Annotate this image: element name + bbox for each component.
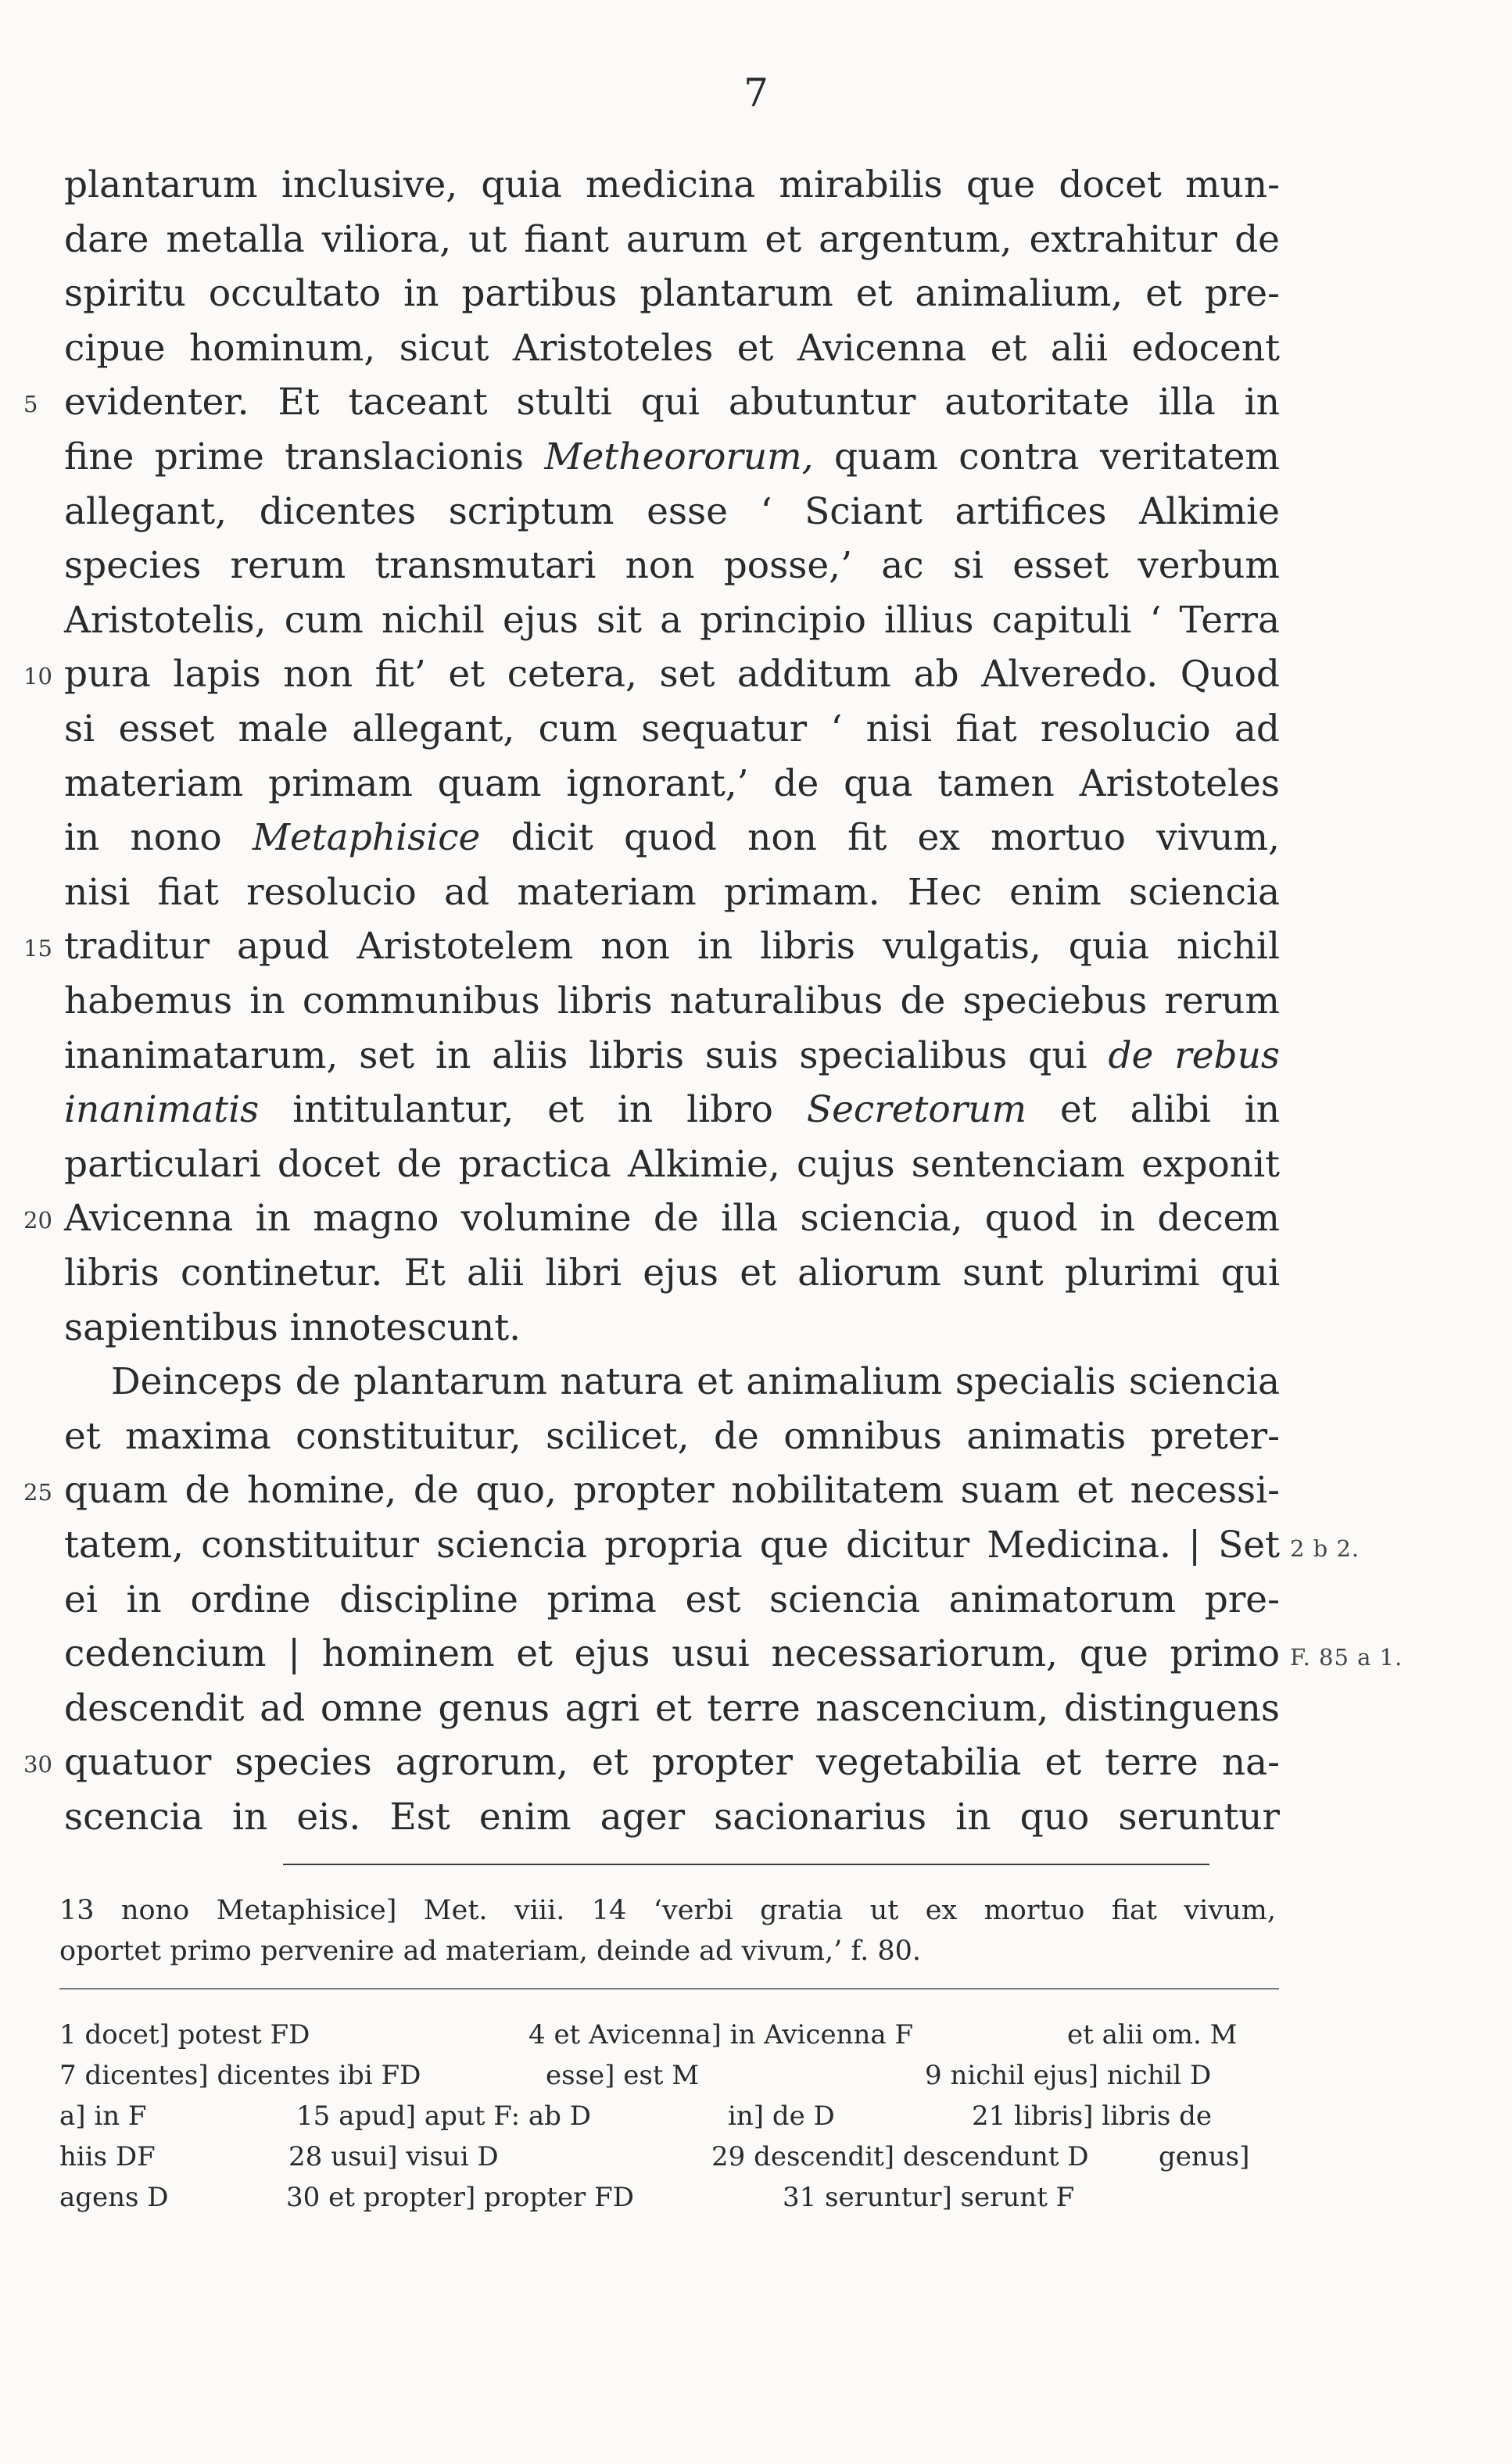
line-number: 5: [23, 391, 38, 418]
line-text: quam de homine, de quo, propter nobilitatem suam et necessi-: [64, 1469, 1280, 1513]
variant-row: [59, 2177, 1276, 2218]
body-line: [64, 1085, 1280, 1135]
line-text: cipue hominum, sicut Aristoteles et Avicenna et alii edocent: [64, 326, 1280, 370]
line-text: particulari docet de practica Alkimie, cujus sentenciam exponit: [64, 1142, 1280, 1186]
line-text: plantarum inclusive, quia medicina mirabilis que docet mun-: [64, 163, 1280, 206]
line-text: Deinceps de plantarum natura et animalium specialis sciencia: [111, 1360, 1280, 1404]
variant-row: [59, 2136, 1276, 2177]
body-line: [64, 1140, 1280, 1190]
line-text: tatem, constituitur sciencia propria que dicitur Medicina. | Set: [64, 1524, 1280, 1567]
footnote-line: oportet primo pervenire ad materiam, deinde ad vivum,’ f. 80.: [59, 1936, 922, 1967]
body-line: [23, 922, 1280, 972]
body-line: [64, 541, 1280, 591]
body-line: [64, 432, 1280, 482]
variant-entry: 9 nichil ejus] nichil D: [925, 2060, 1212, 2091]
variant-entry: 1 docet] potest FD: [59, 2019, 310, 2050]
line-text: traditur apud Aristotelem non in libris vulgatis, quia nichil: [64, 925, 1280, 969]
line-text: quam contra veritatem: [813, 435, 1280, 478]
line-text: scencia in eis. Est enim ager sacionarius in quo seruntur: [64, 1796, 1280, 1839]
variant-row: [59, 2055, 1276, 2096]
line-text: descendit ad omne genus agri et terre nascencium, distinguens: [64, 1686, 1280, 1730]
line-text: materiam primam quam ignorant,’ de qua tamen Aristoteles: [64, 761, 1280, 805]
folio-marginal-note: F. 85 a 1.: [1290, 1644, 1403, 1671]
body-line: [64, 813, 1280, 863]
line-text: evidenter. Et taceant stulti qui abutuntur autoritate illa in: [64, 381, 1280, 424]
italic-title: Secretorum: [806, 1088, 1027, 1132]
body-line: [64, 1031, 1280, 1081]
variant-entry: 4 et Avicenna] in Avicenna F: [528, 2019, 914, 2050]
variant-entry: 15 apud] aput F: ab D: [296, 2100, 591, 2132]
line-text: species rerum transmutari non posse,’ ac si esset verbum: [64, 544, 1280, 588]
line-number: 30: [23, 1751, 52, 1778]
variant-entry: 30 et propter] propter FD: [286, 2182, 634, 2213]
body-line: [64, 1575, 1280, 1625]
line-text: spiritu occultato in partibus plantarum et animalium, et pre-: [64, 272, 1280, 316]
body-line: [64, 215, 1280, 265]
line-number: 25: [23, 1479, 52, 1506]
line-text: Avicenna in magno volumine de illa sciencia, quod in decem: [64, 1197, 1280, 1241]
variant-entry: 29 descendit] descendunt D: [711, 2141, 1089, 2172]
body-line: [23, 378, 1280, 428]
footnote-line: 13 nono Metaphisice] Met. viii. 14 ‘verbi gratia ut ex mortuo fiat vivum,: [59, 1895, 1276, 1926]
variant-entry: in] de D: [728, 2100, 835, 2132]
line-text: in nono: [64, 816, 253, 860]
line-text: Aristotelis, cum nichil ejus sit a principio illius capituli ‘ Terra: [64, 598, 1280, 642]
body-line: [64, 1792, 1280, 1843]
line-text: cedencium | hominem et ejus usui necessariorum, que primo: [64, 1632, 1280, 1676]
line-text: si esset male allegant, cum sequatur ‘ nisi fiat resolucio ad: [64, 707, 1280, 750]
line-text: habemus in communibus libris naturalibus de speciebus rerum: [64, 980, 1280, 1022]
body-line: [23, 1466, 1280, 1516]
body-line: [64, 487, 1280, 537]
variant-entry: et alii om. M: [1067, 2019, 1238, 2050]
body-line: [23, 650, 1280, 700]
line-text: et alibi in: [1027, 1088, 1280, 1132]
folio-marginal-note: 2 b 2.: [1290, 1535, 1360, 1562]
variant-entry: a] in F: [59, 2100, 147, 2132]
line-text: nisi fiat resolucio ad materiam primam. Hec enim sciencia: [64, 870, 1280, 914]
body-line: [64, 324, 1280, 374]
line-text: fine prime translacionis: [64, 435, 545, 478]
variant-entry: agens D: [59, 2182, 169, 2213]
body-line: [64, 868, 1280, 918]
italic-title: Metheororum,: [544, 435, 814, 478]
italic-title: Metaphisice: [252, 816, 481, 860]
body-line: [23, 1738, 1280, 1788]
body-line: [111, 1357, 1280, 1407]
italic-title: inanimatis: [64, 1088, 260, 1132]
line-text: quatuor species agrorum, et propter vegetabilia et terre na-: [64, 1741, 1280, 1785]
variant-entry: 31 seruntur] serunt F: [783, 2182, 1075, 2213]
line-text: et maxima constituitur, scilicet, de omnibus animatis preter-: [64, 1414, 1280, 1458]
line-number: 15: [23, 935, 52, 962]
body-line: [64, 269, 1280, 319]
body-line: [64, 1248, 1280, 1298]
line-text: allegant, dicentes scriptum esse ‘ Sciant artifices Alkimie: [64, 489, 1280, 533]
body-line: [64, 1629, 1403, 1679]
line-number: 10: [23, 663, 52, 690]
variant-row: [59, 2096, 1276, 2136]
line-number: 20: [23, 1207, 52, 1234]
footnote-rule: [283, 1864, 1209, 1865]
line-text: libris continetur. Et alii libri ejus et aliorum sunt plurimi qui: [64, 1252, 1280, 1295]
italic-title: de rebus: [1108, 1033, 1280, 1077]
body-line: [64, 759, 1280, 809]
line-text: pura lapis non fit’ et cetera, set additum ab Alveredo. Quod: [64, 653, 1280, 697]
line-text: inanimatarum, set in aliis libris suis specialibus qui: [64, 1033, 1109, 1077]
variant-entry: hiis DF: [59, 2141, 156, 2172]
body-line: [64, 976, 1280, 1026]
variant-entry: 7 dicentes] dicentes ibi FD: [59, 2060, 421, 2091]
variant-entry: 21 libris] libris de: [972, 2100, 1213, 2132]
line-text: dicit quod non fit ex mortuo vivum,: [480, 816, 1280, 860]
body-line: [64, 1303, 1280, 1353]
body-line: [64, 704, 1280, 754]
body-line: [64, 160, 1280, 210]
variant-entry: 28 usui] visui D: [288, 2141, 499, 2172]
variant-entry: esse] est M: [546, 2060, 700, 2091]
line-text: ei in ordine discipline prima est sciencia animatorum pre-: [64, 1578, 1280, 1621]
body-line: [64, 596, 1280, 646]
body-line: [64, 1520, 1360, 1570]
variant-row: [59, 2015, 1276, 2055]
body-line: [23, 1194, 1280, 1244]
line-text: intitulantur, et in libro: [259, 1088, 807, 1132]
body-line: [64, 1412, 1280, 1462]
line-text: dare metalla viliora, ut fiant aurum et argentum, extrahitur de: [64, 217, 1280, 261]
variant-entry: genus]: [1159, 2141, 1250, 2172]
body-line: [64, 1684, 1280, 1734]
line-text: sapientibus innotescunt.: [64, 1305, 521, 1349]
variants-rule: [59, 1988, 1279, 1989]
page-number: 7: [743, 70, 769, 116]
